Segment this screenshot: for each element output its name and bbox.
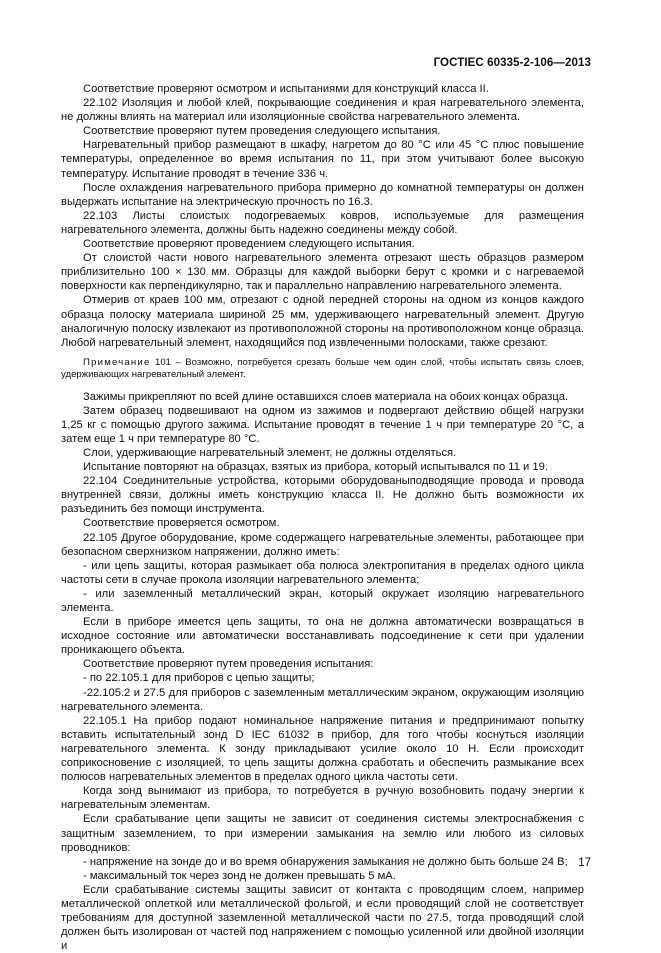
paragraph: Зажимы прикрепляют по всей длине оставшихся слоев материала на обоих концах образца. [83, 390, 569, 403]
paragraph: Соответствие проверяют путем проведения следующего испытания. [83, 125, 441, 138]
paragraph: Соответствие проверяют осмотром и испытаниями для конструкций класса II. [83, 83, 489, 95]
paragraph: Если в приборе имеется цепь защиты, то она не должна автоматически возвращаться в исходное состояние или автоматически восстанавливать подсоединение к сети при удалении проникающего объекта. [61, 616, 584, 657]
page-number: 17 [578, 857, 591, 869]
note-text: 101 – Возможно, потребуется срезать больше чем один слой, чтобы испытать связь слоев, удерживающих нагревательный элемент. [61, 356, 584, 381]
paragraph: 22.102 Изоляция и любой клей, покрывающие соединения и края нагревательного элемента, не должны влиять на материал или изоляционные свойства нагревательного элемента. [61, 97, 584, 124]
paragraph: 22.105 Другое оборудование, кроме содержащего нагревательные элементы, работающее при безопасном сверхнизком напряжении, должно иметь: [61, 531, 584, 558]
paragraph: Соответствие проверяется осмотром. [83, 517, 280, 530]
standard-header: ГОСТIEC 60335-2-106—2013 [433, 57, 591, 69]
note [61, 357, 584, 382]
paragraph: - напряжение на зонде до и во время обнаружения замыкания не должно быть больше 24 В; [83, 855, 568, 868]
paragraph: 22.104 Соединительные устройства, которыми оборудованыподводящие провода и провода внутренней связи, должны иметь конструкцию класса II. Не должно быть возможности их разъединить без помощи инструмента. [61, 475, 584, 516]
paragraph: От слоистой части нового нагревательного элемента отрезают шесть образцов размером приблизительно 100 × 130 мм. Образцы для каждой выборки берут с кромки и с нагреваемой поверхности как перпендикулярно, так и параллельно направлению нагревательного элемента. [61, 252, 584, 293]
paragraph: Если срабатывание цепи защиты не зависит от соединения системы электроснабжения с защитным заземлением, то при измерении замыкания на землю или любого из силовых проводников: [61, 813, 584, 854]
paragraph: Нагревательный прибор размещают в шкафу, нагретом до 80 °С или 45 °С плюс повышение температуры, определенное во время испытания по 11, при этом учитывают более высокую температуру. Испытание проводят в течение 336 ч. [61, 139, 584, 180]
paragraph: -22.105.2 и 27.5 для приборов с заземленным металлическим экраном, окружающим изоляцию нагревательного элемента. [61, 686, 584, 713]
paragraph: Отмерив от краев 100 мм, отрезают с одной передней стороны на одном из концов каждого образца полоску материала шириной 25 мм, удерживающего нагревательный элемент. Другую аналогичную полоску извлекают из противоположной стороны на противоположном конце образца. Любой нагревательный элемент, находящийся под извлеченными полосками, также срезают. [61, 294, 584, 349]
paragraph: - по 22.105.1 для приборов с цепью защиты; [83, 672, 315, 685]
paragraph: Испытание повторяют на образцах, взятых из прибора, который испытывался по 11 и 19. [83, 461, 548, 474]
paragraph: 22.105.1 На прибор подают номинальное напряжение питания и предпринимают попытку вставить испытательный зонд D IEC 61032 в прибор, для того чтобы коснуться изоляции нагревательного элемента. К зонду прикладывают усилие около 10 Н. Если происходит соприкосновение с изоляцией, то цепь защиты должна сработать и обеспечить размыкание всех полюсов нагревательных элементов в пределах одного цикла частоты сети. [61, 714, 584, 784]
paragraph: Слои, удерживающие нагревательный элемент, не должны отделяться. [83, 446, 457, 459]
paragraph: Если срабатывание системы защиты зависит от контакта с проводящим слоем, например металлической оплеткой или металлической фольгой, и если проводящий слой не соответствует требованиям для доступной заземленной металлической части по 27.5, тогда проводящий слой должен быть изолирован от частей под напряжением с помощью усиленной или двойной изоляции и [61, 883, 584, 953]
body-text [61, 82, 584, 953]
paragraph: После охлаждения нагревательного прибора примерно до комнатной температуры он должен выдержать испытание на электрическую прочность по 16.3. [61, 181, 584, 208]
paragraph: Соответствие проверяют путем проведения испытания: [83, 658, 374, 671]
paragraph: Соответствие проверяют проведением следующего испытания. [83, 238, 415, 251]
paragraph: Когда зонд вынимают из прибора, то потребуется в ручную возобновить подачу энергии к нагревательным элементам. [61, 785, 584, 812]
paragraph: - или заземленный металлический экран, который окружает изоляцию нагревательного элемента. [61, 587, 584, 614]
note-label: Примечание [83, 356, 151, 368]
paragraph: Затем образец подвешивают на одном из зажимов и подвергают действию общей нагрузки 1,25 кг с помощью другого зажима. Испытание проводят в течение 1 ч при температуре 20 °С, а затем еще 1 ч при температуре 80 °С. [61, 404, 584, 445]
paragraph: 22.103 Листы слоистых подогреваемых ковров, используемые для размещения нагревательного элемента, должны быть надежно соединены между собой. [61, 209, 584, 236]
paragraph: - или цепь защиты, которая размыкает оба полюса электропитания в пределах одного цикла частоты сети в случае прокола изоляции нагревательного элемента; [61, 559, 584, 586]
paragraph: - максимальный ток через зонд не должен превышать 5 мА. [83, 869, 396, 882]
